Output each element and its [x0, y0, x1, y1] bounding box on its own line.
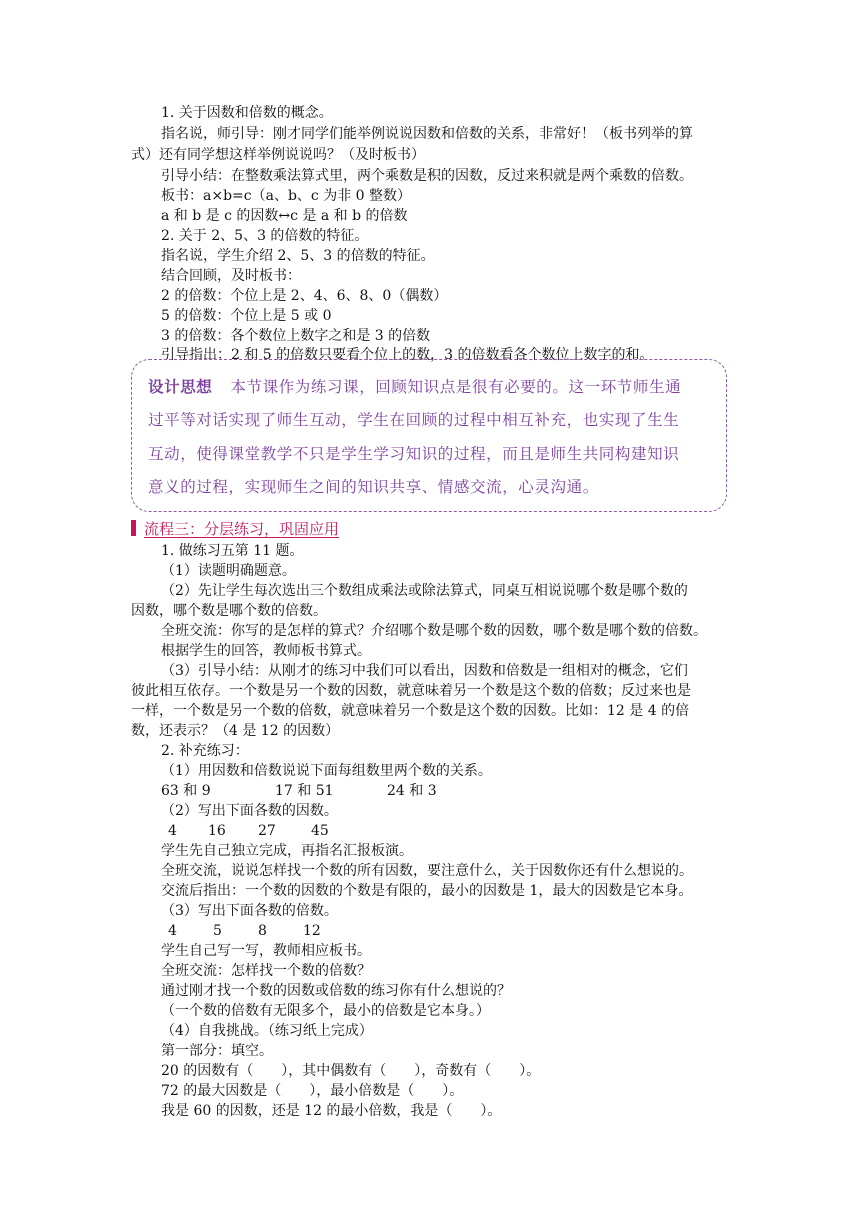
paragraph-line: 指名说，师引导：刚才同学们能举例说说因数和倍数的关系，非常好！（板书列举的算	[161, 126, 693, 142]
paragraph-line: （1）读题明确题意。	[161, 563, 296, 579]
paragraph-line: 根据学生的回答，教师板书算式。	[161, 643, 371, 659]
paragraph-line: 学生自己写一写，教师相应板书。	[161, 943, 371, 959]
paragraph-line: 全班交流：你写的是怎样的算式？介绍哪个数是哪个数的因数，哪个数是哪个数的倍数。	[161, 623, 707, 639]
paragraph-line: 指名说，学生介绍 2、5、3 的倍数的特征。	[161, 248, 435, 264]
paragraph-line: 通过刚才找一个数的因数或倍数的练习你有什么想说的？	[161, 983, 511, 999]
section-three-title: 流程三：分层练习，巩固应用	[144, 519, 340, 538]
heading-multiples-feature: 2. 关于 2、5、3 的倍数的特征。	[161, 228, 369, 244]
paragraph-line: （3）引导小结：从刚才的练习中我们可以看出，因数和倍数是一组相对的概念，它们	[161, 663, 688, 679]
paragraph-line: 引导小结：在整数乘法算式里，两个乘数是积的因数，反过来积就是两个乘数的倍数。	[161, 168, 693, 184]
paragraph-line: 第一部分：填空。	[161, 1043, 273, 1059]
design-thought-title: 设计思想	[148, 377, 213, 396]
rule-multiple-of-5: 5 的倍数：个位上是 5 或 0	[161, 308, 332, 324]
number-item: 8	[258, 923, 267, 939]
paragraph-line: 学生先自己独立完成，再指名汇报板演。	[161, 843, 413, 859]
rule-multiple-of-2: 2 的倍数：个位上是 2、4、6、8、0（偶数）	[161, 288, 448, 304]
fill-blank-question: 72 的最大因数是（ ），最小倍数是（ ）。	[161, 1083, 464, 1099]
number-item: 12	[303, 923, 321, 939]
board-formula: 板书：a×b=c（a、b、c 为非 0 整数）	[161, 188, 412, 204]
section-marker	[131, 520, 136, 536]
rule-multiple-of-3: 3 的倍数：各个数位上数字之和是 3 的倍数	[161, 328, 431, 344]
paragraph-line: （1）用因数和倍数说说下面每组数里两个数的关系。	[161, 763, 492, 779]
number-pair: 17 和 51	[275, 783, 334, 799]
paragraph-line: （一个数的倍数有无限多个，最小的倍数是它本身。）	[161, 1003, 490, 1019]
number-item: 5	[213, 923, 222, 939]
number-item: 4	[168, 823, 177, 839]
design-thought-text: 本节课作为练习课，回顾知识点是很有必要的。这一环节师生通	[230, 378, 682, 396]
exercise-heading: 1. 做练习五第 11 题。	[161, 543, 304, 559]
paragraph-line: 数，还表示？（4 是 12 的因数）	[131, 723, 340, 739]
number-pair: 63 和 9	[161, 783, 211, 799]
number-item: 27	[258, 823, 276, 839]
paragraph-line: 引导指出：2 和 5 的倍数只要看个位上的数，3 的倍数看各个数位上数字的和。	[161, 347, 654, 363]
design-thought-line: 过平等对话实现了师生互动，学生在回顾的过程中相互补充，也实现了生生	[148, 411, 680, 429]
number-item: 16	[208, 823, 226, 839]
paragraph-line: 彼此相互依存。一个数是另一个数的因数，就意味着另一个数是这个数的倍数；反过来也是	[131, 683, 691, 699]
board-formula-relation: a 和 b 是 c 的因数↔c 是 a 和 b 的倍数	[161, 208, 408, 224]
paragraph-line: （2）先让学生每次选出三个数组成乘法或除法算式，同桌互相说说哪个数是哪个数的	[161, 583, 688, 599]
paragraph-line: （4）自我挑战。（练习纸上完成）	[161, 1023, 373, 1039]
design-thought-line	[148, 376, 681, 398]
paragraph-line: 全班交流，说说怎样找一个数的所有因数，要注意什么，关于因数你还有什么想说的。	[161, 863, 693, 879]
paragraph-line: （3）写出下面各数的倍数。	[161, 903, 338, 919]
paragraph-line: 因数，哪个数是哪个数的倍数。	[131, 603, 327, 619]
fill-blank-question: 20 的因数有（ ），其中偶数有（ ），奇数有（ ）。	[161, 1063, 541, 1079]
paragraph-line: 结合回顾，及时板书：	[161, 268, 301, 284]
paragraph-line: 式）还有同学想这样举例说说吗？（及时板书）	[131, 147, 425, 163]
fill-blank-question: 我是 60 的因数，还是 12 的最小倍数，我是（ ）。	[161, 1103, 502, 1119]
design-thought-line: 意义的过程，实现师生之间的知识共享、情感交流，心灵沟通。	[148, 478, 599, 496]
number-item: 45	[311, 823, 329, 839]
exercise-heading: 2. 补充练习：	[161, 743, 249, 759]
section-three-heading	[131, 518, 339, 538]
paragraph-line: 一样，一个数是另一个数的倍数，就意味着另一个数是这个数的因数。比如：12 是 4 的倍	[131, 703, 690, 719]
paragraph-line: 全班交流：怎样找一个数的倍数？	[161, 963, 371, 979]
number-item: 4	[168, 923, 177, 939]
number-pair: 24 和 3	[387, 783, 437, 799]
paragraph-line: 交流后指出：一个数的因数的个数是有限的，最小的因数是 1，最大的因数是它本身。	[161, 883, 693, 899]
design-thought-line: 互动，使得课堂教学不只是学生学习知识的过程，而且是师生共同构建知识	[148, 445, 680, 463]
heading-factor-multiple-concept: 1. 关于因数和倍数的概念。	[161, 105, 333, 121]
paragraph-line: （2）写出下面各数的因数。	[161, 803, 338, 819]
